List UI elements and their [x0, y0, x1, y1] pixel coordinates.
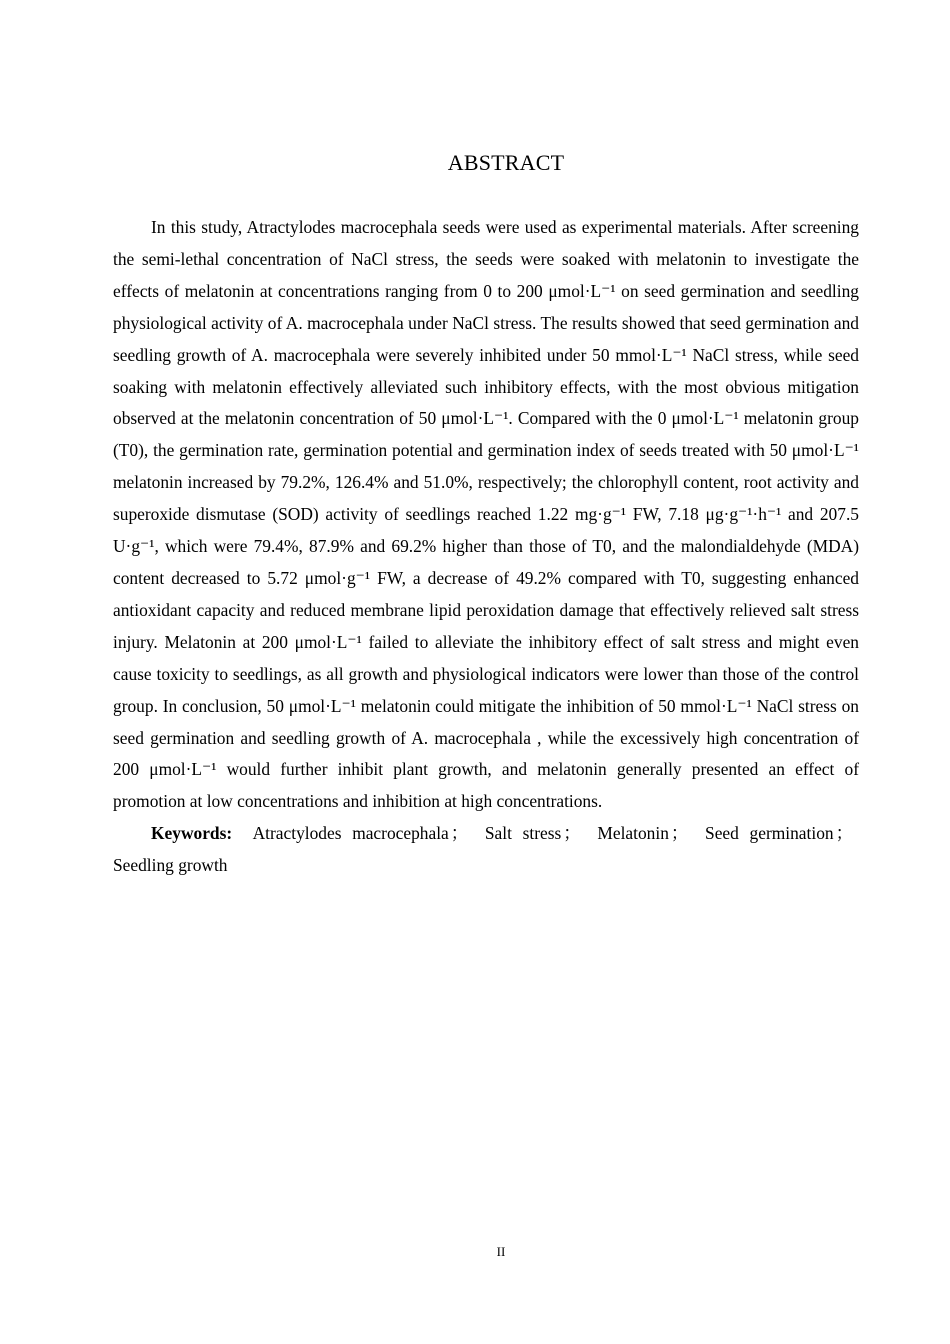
abstract-paragraph: In this study, Atractylodes macrocephala seeds were used as experimental materials. After screening the semi-lethal concentration of NaCl stress, the seeds were soaked with melatonin to investigate the effects of melatonin at concentrations ranging from 0 to 200 μmol·L⁻¹ on seed germination and seedling physiological activity of A. macrocephala under NaCl stress. The results showed that seed germination and seedling growth of A. macrocephala were severely inhibited under 50 mmol·L⁻¹ NaCl stress, while seed soaking with melatonin effectively alleviated such inhibitory effects, with the most obvious mitigation observed at the melatonin concentration of 50 μmol·L⁻¹. Compared with the 0 μmol·L⁻¹ melatonin group (T0), the germination rate, germination potential and germination index of seeds treated with 50 μmol·L⁻¹ melatonin increased by 79.2%, 126.4% and 51.0%, respectively; the chlorophyll content, root activity and superoxide dismutase (SOD) activity of seedlings reached 1.22 mg·g⁻¹ FW, 7.18 μg·g⁻¹·h⁻¹ and 207.5 U·g⁻¹, which were 79.4%, 87.9% and 69.2% higher than those of T0, and the malondialdehyde (MDA) content decreased to 5.72 μmol·g⁻¹ FW, a decrease of 49.2% compared with T0, suggesting enhanced antioxidant capacity and reduced membrane lipid peroxidation damage that effectively relieved salt stress injury. Melatonin at 200 μmol·L⁻¹ failed to alleviate the inhibitory effect of salt stress and might even cause toxicity to seedlings, as all growth and physiological indicators were lower than those of the control group. In conclusion, 50 μmol·L⁻¹ melatonin could mitigate the inhibition of 50 mmol·L⁻¹ NaCl stress on seed germination and seedling growth of A. macrocephala , while the excessively high concentration of 200 μmol·L⁻¹ would further inhibit plant growth, and melatonin generally presented an effect of promotion at low concentrations and inhibition at high concentrations. — [113, 217, 859, 812]
keyword-separator: ； — [563, 823, 581, 844]
keyword-separator: ； — [835, 823, 853, 844]
keywords-line — [113, 818, 859, 882]
keyword-separator: ； — [450, 823, 469, 844]
keyword-item: Seedling growth — [113, 855, 228, 876]
keywords-label: Keywords: — [151, 823, 233, 844]
abstract-title: ABSTRACT — [447, 150, 565, 175]
keyword-item: Atractylodes macrocephala — [252, 823, 449, 844]
keyword-item: Seed germination — [705, 823, 834, 844]
page-number: II — [496, 1244, 506, 1259]
abstract-section — [113, 212, 859, 882]
keyword-item: Melatonin — [597, 823, 669, 844]
keyword-item: Salt stress — [484, 823, 562, 844]
keyword-separator: ； — [670, 823, 689, 844]
